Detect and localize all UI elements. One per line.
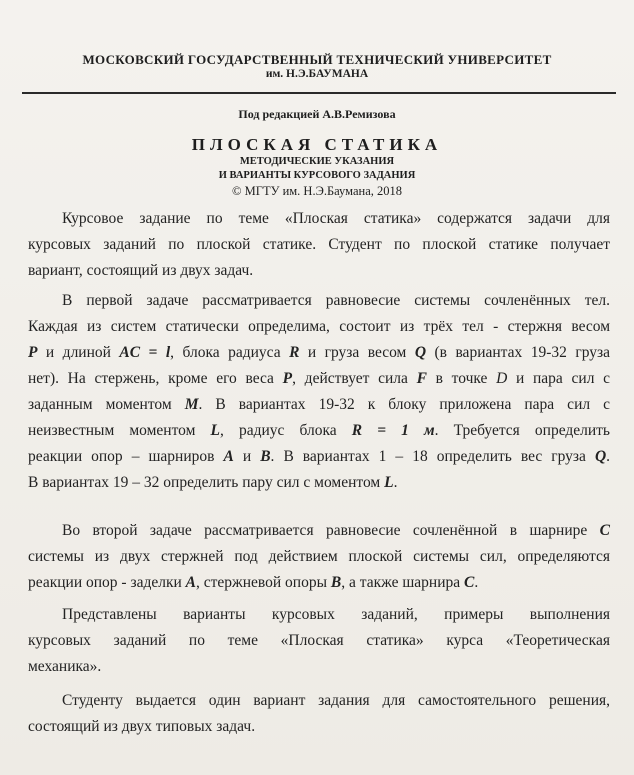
text-line: вариант, состоящий из двух задач. [28,262,254,279]
text-line: неизвестным моментом L, радиус блока R = 1 м. Требуется определить [28,422,611,439]
text-line: В первой задаче рассматривается равновесие системы сочленённых тел. [62,292,610,309]
copyright-line: © МГТУ им. Н.Э.Баумана, 2018 [232,184,402,198]
text-line: Во второй задаче рассматривается равновесие сочленённой в шарнире C [62,522,610,539]
symbol-D: D [496,370,508,387]
document-subtitle-1: МЕТОДИЧЕСКИЕ УКАЗАНИЯ [239,156,395,167]
header-divider [22,92,616,94]
paragraph-5 [28,688,610,740]
text-line: системы из двух стержней под действием плоской системы сил, определяются [28,548,610,565]
text-line: заданным моментом M. В вариантах 19-32 к блоку приложена пара сил с [28,396,610,413]
symbol-R-value: R = 1 м [351,422,435,439]
symbol-C: C [464,574,475,591]
text-line: реакции опор - заделки A, стержневой опоры B, а также шарнира C. [28,574,479,591]
symbol-Q: Q [414,344,427,361]
symbol-P: P [28,344,38,361]
symbol-F: F [416,370,427,387]
editor-line: Под редакцией А.В.Ремизова [238,107,396,121]
text-line: Представлены варианты курсовых заданий, примеры выполнения [62,606,610,623]
symbol-AC-l: AC = l [119,344,171,361]
symbol-A: A [223,448,234,465]
text-line: реакции опор – шарниров A и B. В вариантах 1 – 18 определить вес груза Q. [28,448,611,465]
symbol-C: C [599,522,610,539]
text-line: P и длиной AC = l, блока радиуса R и груза весом Q (в вариантах 19-32 груза [28,344,610,361]
symbol-P: P [282,370,293,387]
text-line: В вариантах 19 – 32 определить пару сил с моментом L. [28,474,398,491]
text-line: курсовых заданий по плоской статике. Студент по плоской статике получает [28,236,610,253]
university-heading: МОСКОВСКИЙ ГОСУДАРСТВЕННЫЙ ТЕХНИЧЕСКИЙ УНИВЕРСИТЕТ [82,52,552,67]
document-subtitle-2: И ВАРИАНТЫ КУРСОВОГО ЗАДАНИЯ [218,170,416,181]
text-line: состоящий из двух типовых задач. [28,718,256,735]
text-line: механика». [28,658,102,675]
symbol-B: B [260,448,271,465]
symbol-M: M [184,396,199,413]
text-line: курсовых заданий по теме «Плоская статика» курса «Теоретическая [28,632,610,649]
symbol-A: A [185,574,196,591]
symbol-B: B [330,574,342,591]
symbol-L: L [384,474,394,491]
paragraph-4 [28,602,610,680]
document-title: ПЛОСКАЯ СТАТИКА [191,135,443,154]
paragraph-3 [28,518,610,596]
text-line: нет). На стержень, кроме его веса P, действует сила F в точке D и пара сил с [28,370,611,387]
text-line: Курсовое задание по теме «Плоская статика» содержатся задачи для [62,210,610,227]
symbol-R: R [289,344,300,361]
university-name: им. Н.Э.БАУМАНА [265,68,369,80]
text-line: Студенту выдается один вариант задания для самостоятельного решения, [62,692,610,709]
paragraph-2 [28,288,610,496]
text-line: Каждая из систем статически определима, состоит из трёх тел - стержня весом [28,318,610,335]
symbol-Q: Q [594,448,607,465]
paragraph-1 [28,206,610,284]
symbol-L: L [210,422,220,439]
